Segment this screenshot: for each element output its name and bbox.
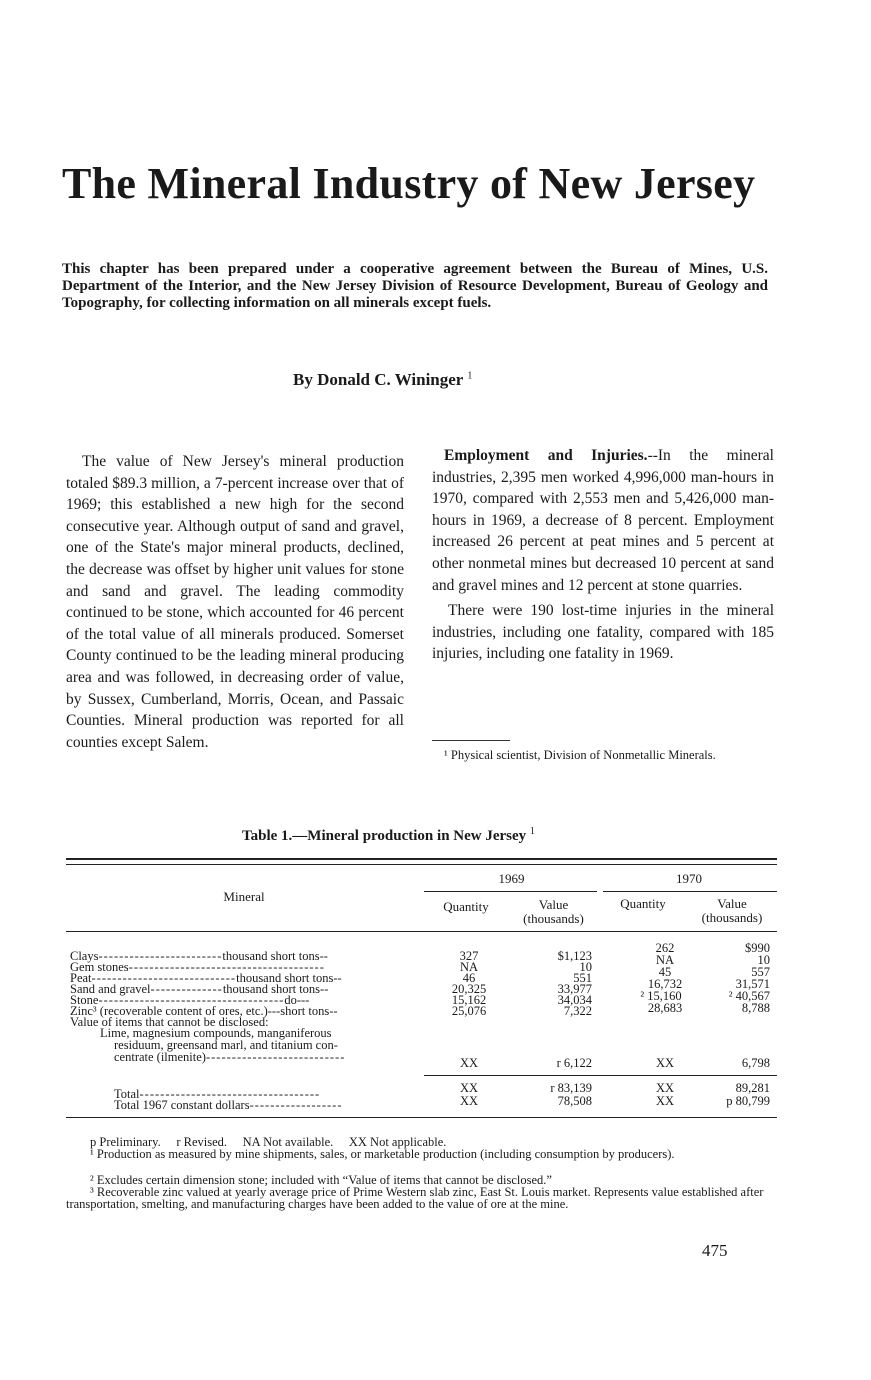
total-rule [424,1075,777,1076]
header-bottom-rule [66,931,777,932]
row-label-gem-stones: Gem stones-------------------------------------- [70,960,325,974]
v1970-gem-stones: 10 [757,953,770,967]
v1969-gem-stones: 10 [579,960,592,974]
q1970-sand-gravel: 16,732 [647,977,683,991]
v1969-constant: 78,508 [557,1094,592,1108]
v1969-stone: 34,034 [557,993,592,1007]
v1969-sand-gravel: 33,977 [557,982,592,996]
row-label-stone: Stone------------------------------------do--- [70,993,310,1007]
right-column [432,445,774,665]
table-footnote-2: ² Excludes certain dimension stone; included with “Value of items that cannot be disclosed.” [90,1173,552,1187]
year-1969-rule [424,891,597,892]
undisclosed-line-4: centrate (ilmenite)--------------------------- [114,1050,346,1064]
q1969-total: XX [459,1081,479,1095]
undisclosed-line-1: Value of items that cannot be disclosed: [70,1015,269,1029]
employment-text: --In the mineral industries, 2,395 men worked 4,996,000 man-hours in 1970, compared with 2,553 men and 5,426,000 man-hours in 1969, a decrease of 8 percent. Employment increased 26 percent at peat mines and 5 percent at other nonmetal mines but decreased 10 percent at sand and gravel mines and 12 percent at stone quarries. [432,447,774,594]
dot-leader: ------------------------ [98,949,223,963]
q1970-clays: 262 [655,941,675,955]
table-footnote-3: ³ Recoverable zinc valued at yearly average price of Prime Western slab zinc, East St. Louis market. Represents value established after transportation, smelting, and manufacturing charges have been added to the value of ore at the mine. [66,1185,764,1211]
chapter-preface: This chapter has been prepared under a cooperative agreement between the Bureau of Mines, U.S. Department of the Interior, and the New Jersey Division of Resource Development, Bureau of Geology and Topography, for collecting information on all minerals except fuels. [62,261,768,311]
q1969-sand-gravel: 20,325 [451,982,487,996]
header-mineral: Mineral [223,889,265,904]
author-name: By Donald C. Wininger [293,370,464,389]
injuries-paragraph: There were 190 lost-time injuries in the mineral industries, including one fatality, compared with 185 injuries, including one fatality in 1969. [432,602,774,663]
q1969-undisclosed: XX [459,1056,479,1070]
year-1970-rule [603,891,777,892]
header-value-1969: Value (thousands) [523,897,584,926]
q1970-zinc: 28,683 [647,1001,683,1015]
q1970-undisclosed: XX [655,1056,675,1070]
table-bottom-rule [66,1117,777,1118]
author-footnote: ¹ Physical scientist, Division of Nonmetallic Minerals. [444,748,716,762]
q1969-peat: 46 [462,971,476,985]
q1969-constant: XX [459,1094,479,1108]
row-label-zinc: Zinc³ (recoverable content of ores, etc.)---short tons-- [70,1004,338,1018]
header-quantity-1969: Quantity [443,899,489,914]
q1970-peat: 45 [658,965,672,979]
q1970-gem-stones: NA [655,953,675,967]
table-legend: p Preliminary. r Revised. NA Not available. XX Not applicable. [90,1135,447,1149]
row-label-peat: Peat----------------------------thousand short tons-- [70,971,342,985]
table-top-rule [66,858,777,860]
row-label-sand-gravel: Sand and gravel--------------thousand short tons-- [70,982,329,996]
v1969-peat: 551 [573,971,592,985]
v1970-undisclosed: 6,798 [741,1056,770,1070]
v1970-clays: $990 [745,941,770,955]
v1969-clays: $1,123 [557,949,592,963]
table-footnote-1: ¹ Production as measured by mine shipments, sales, or marketable production (including consumption by producers). [90,1147,675,1161]
row-label-constant-dollars: Total 1967 constant dollars------------------ [114,1098,343,1112]
summary-paragraph: The value of New Jersey's mineral production totaled $89.3 million, a 7-percent increase over that of 1969; this established a new high for the second consecutive year. Although output of sand and gravel, one of the State's major mineral products, declined, the decrease was offset by higher unit values for stone and sand and gravel. The leading commodity continued to be stone, which accounted for 46 percent of the total value of all minerals produced. Somerset County continued to be the leading mineral producing area and was followed, in decreasing order of value, by Sussex, Cumberland, Morris, Ocean, and Passaic Counties. Mineral production was reported for all counties except Salem. [66,453,404,751]
header-quantity-1970: Quantity [620,896,666,911]
v1969-zinc: 7,322 [563,1004,592,1018]
left-column [66,451,404,753]
q1970-stone: ² 15,160 [640,989,682,1003]
v1969-total: r 83,139 [550,1081,592,1095]
header-value-1970: Value (thousands) [701,896,763,925]
page-number: 475 [702,1241,728,1260]
v1970-constant: p 80,799 [726,1094,770,1108]
byline [293,370,472,390]
q1969-zinc: 25,076 [451,1004,487,1018]
header-year-1969: 1969 [498,871,525,886]
q1969-stone: 15,162 [451,993,487,1007]
header-year-1970: 1970 [676,871,702,886]
footnote-divider [432,740,510,741]
undisclosed-line-3: residuum, greensand marl, and titanium con- [114,1038,338,1052]
q1969-clays: 327 [459,949,479,963]
q1970-constant: XX [655,1094,675,1108]
v1970-stone: ² 40,567 [728,989,770,1003]
v1970-zinc: 8,788 [741,1001,770,1015]
row-label-total: Total----------------------------------- [114,1087,321,1101]
employment-paragraph [432,445,774,596]
page-title: The Mineral Industry of New Jersey [62,159,756,208]
undisclosed-line-2: Lime, magnesium compounds, manganiferous [100,1026,332,1040]
v1970-sand-gravel: 31,571 [735,977,770,991]
table-second-rule [66,864,777,865]
v1970-peat: 557 [751,965,770,979]
byline-footnote-marker: 1 [467,370,473,382]
row-label-clays: Clays------------------------thousand short tons-- [70,949,328,963]
table-title: Table 1.—Mineral production in New Jersey $^1$ [242,826,535,844]
v1969-undisclosed: r 6,122 [556,1056,592,1070]
v1970-total: 89,281 [735,1081,770,1095]
employment-heading: Employment and Injuries. [444,447,648,464]
q1969-gem-stones: NA [459,960,479,974]
q1970-total: XX [655,1081,675,1095]
